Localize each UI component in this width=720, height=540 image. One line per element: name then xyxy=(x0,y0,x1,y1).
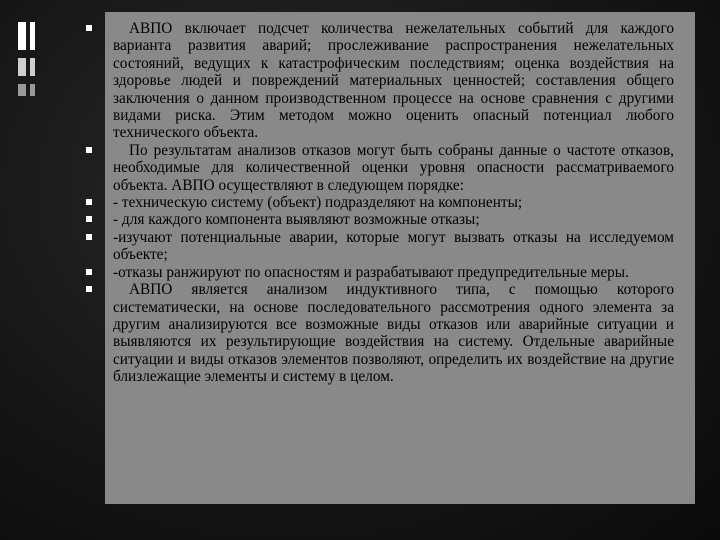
bullet-item xyxy=(0,281,700,385)
bullet-item xyxy=(0,20,700,142)
bullet-marker-icon xyxy=(86,25,92,31)
bullet-item xyxy=(0,194,700,211)
bullet-marker-icon xyxy=(86,286,92,292)
bullet-text: -изучают потенциальные аварии, которые могут вызвать отказы на исследуемом объекте; xyxy=(113,228,674,264)
bullet-text: АВПО является анализом индуктивного типа, с помощью которого систематически, на основе последовательного рассмотрения одного элемента за другим анализируются все возможные виды отказов или аварийные ситуации и выявляются их результирующие воздействия на систему. Отдельные аварийные ситуации и виды отказов элементов позволяют, определить их воздействие на другие близлежащие элементы и систему в целом. xyxy=(113,281,674,386)
bullet-item xyxy=(0,229,700,264)
bullet-list xyxy=(0,20,700,386)
bullet-text: По результатам анализов отказов могут быть собраны данные о частоте отказов, необходимые для количественной оценки уровня опасности рассматриваемого объекта. АВПО осуществляют в следующем порядке: xyxy=(113,141,674,194)
bullet-item xyxy=(0,142,700,194)
bullet-marker-icon xyxy=(86,216,92,222)
bullet-marker-icon xyxy=(86,147,92,153)
bullet-item xyxy=(0,211,700,228)
bullet-text: АВПО включает подсчет количества нежелательных событий для каждого варианта развития аварий; прослеживание распространения нежелательных состояний, ведущих к катастрофическим последствиям; оценка воздействия на здоровье людей и повреждений материальных ценностей; составления общего заключения о данном производственном процессе на основе сравнения с другими видами риска. Этим методом можно оценить опасный потенциал любого технического объекта. xyxy=(113,20,674,142)
bullet-text: - техническую систему (объект) подразделяют на компоненты; xyxy=(113,194,523,212)
bullet-marker-icon xyxy=(86,199,92,205)
bullet-text: - для каждого компонента выявляют возможные отказы; xyxy=(113,211,480,229)
bullet-marker-icon xyxy=(86,234,92,240)
bullet-item xyxy=(0,264,700,281)
bullet-marker-icon xyxy=(86,269,92,275)
bullet-text: -отказы ранжируют по опасностям и разрабатывают предупредительные меры. xyxy=(113,263,629,281)
